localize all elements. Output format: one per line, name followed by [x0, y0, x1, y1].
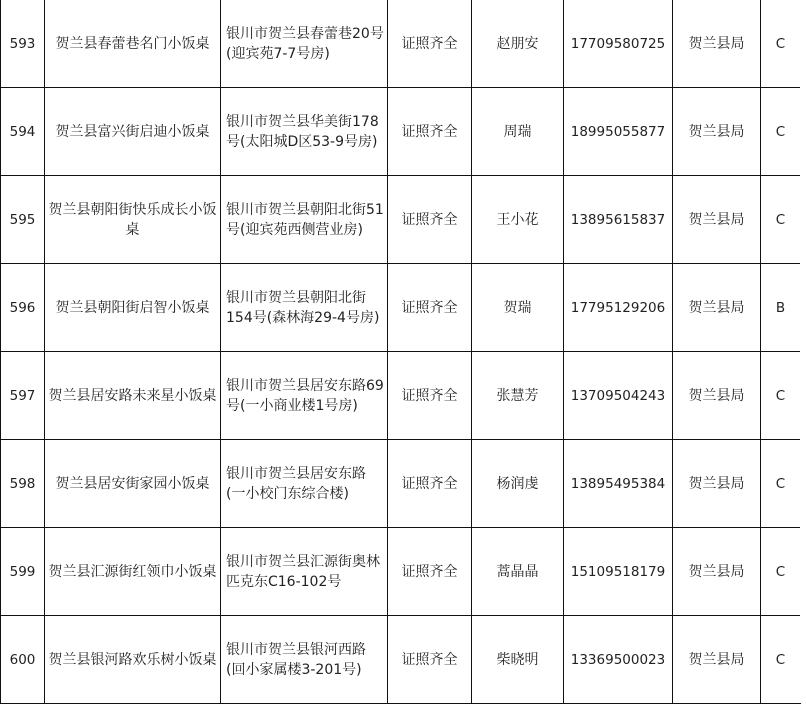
business-name: 贺兰县富兴街启迪小饭桌: [45, 88, 221, 176]
table-row: [1, 352, 801, 440]
page-margin: [800, 0, 806, 703]
phone-number: 17709580725: [564, 0, 673, 88]
license-status: 证照齐全: [388, 0, 472, 88]
supervising-office: 贺兰县局: [673, 88, 761, 176]
business-address: 银川市贺兰县华美街178号(太阳城D区53-9号房): [221, 88, 388, 176]
supervising-office: 贺兰县局: [673, 440, 761, 528]
row-index: 594: [1, 88, 45, 176]
row-index: 595: [1, 176, 45, 264]
phone-number: 15109518179: [564, 528, 673, 616]
table-row: [1, 0, 801, 88]
table-row: [1, 616, 801, 704]
row-index: 596: [1, 264, 45, 352]
registry-body: [1, 0, 801, 704]
rating-grade: C: [761, 176, 801, 264]
license-status: 证照齐全: [388, 528, 472, 616]
phone-number: 18995055877: [564, 88, 673, 176]
table-row: [1, 440, 801, 528]
row-index: 597: [1, 352, 45, 440]
business-address: 银川市贺兰县春蕾巷20号(迎宾苑7-7号房): [221, 0, 388, 88]
table-row: [1, 528, 801, 616]
responsible-person: 张慧芳: [472, 352, 564, 440]
responsible-person: 杨润虔: [472, 440, 564, 528]
business-address: 银川市贺兰县朝阳北街51号(迎宾苑西侧营业房): [221, 176, 388, 264]
license-status: 证照齐全: [388, 440, 472, 528]
license-status: 证照齐全: [388, 88, 472, 176]
business-address: 银川市贺兰县居安东路69号(一小商业楼1号房): [221, 352, 388, 440]
phone-number: 17795129206: [564, 264, 673, 352]
phone-number: 13709504243: [564, 352, 673, 440]
business-name: 贺兰县春蕾巷名门小饭桌: [45, 0, 221, 88]
phone-number: 13895495384: [564, 440, 673, 528]
business-address: 银川市贺兰县居安东路(一小校门东综合楼): [221, 440, 388, 528]
row-index: 600: [1, 616, 45, 704]
row-index: 598: [1, 440, 45, 528]
rating-grade: C: [761, 440, 801, 528]
responsible-person: 柴晓明: [472, 616, 564, 704]
phone-number: 13369500023: [564, 616, 673, 704]
business-name: 贺兰县朝阳街快乐成长小饭桌: [45, 176, 221, 264]
table-row: [1, 264, 801, 352]
license-status: 证照齐全: [388, 616, 472, 704]
business-address: 银川市贺兰县银河西路(回小家属楼3-201号): [221, 616, 388, 704]
responsible-person: 赵朋安: [472, 0, 564, 88]
supervising-office: 贺兰县局: [673, 176, 761, 264]
license-status: 证照齐全: [388, 176, 472, 264]
rating-grade: C: [761, 88, 801, 176]
license-status: 证照齐全: [388, 264, 472, 352]
business-name: 贺兰县汇源街红领巾小饭桌: [45, 528, 221, 616]
rating-grade: C: [761, 0, 801, 88]
phone-number: 13895615837: [564, 176, 673, 264]
row-index: 593: [1, 0, 45, 88]
table-row: [1, 88, 801, 176]
table-row: [1, 176, 801, 264]
business-name: 贺兰县银河路欢乐树小饭桌: [45, 616, 221, 704]
business-name: 贺兰县居安街家园小饭桌: [45, 440, 221, 528]
supervising-office: 贺兰县局: [673, 352, 761, 440]
supervising-office: 贺兰县局: [673, 264, 761, 352]
supervising-office: 贺兰县局: [673, 0, 761, 88]
responsible-person: 王小花: [472, 176, 564, 264]
business-name: 贺兰县朝阳街启智小饭桌: [45, 264, 221, 352]
rating-grade: B: [761, 264, 801, 352]
business-address: 银川市贺兰县朝阳北街154号(森林海29-4号房): [221, 264, 388, 352]
supervising-office: 贺兰县局: [673, 528, 761, 616]
responsible-person: 蒿晶晶: [472, 528, 564, 616]
responsible-person: 周瑞: [472, 88, 564, 176]
supervising-office: 贺兰县局: [673, 616, 761, 704]
business-address: 银川市贺兰县汇源街奥林匹克东C16-102号: [221, 528, 388, 616]
business-name: 贺兰县居安路未来星小饭桌: [45, 352, 221, 440]
rating-grade: C: [761, 616, 801, 704]
rating-grade: C: [761, 352, 801, 440]
responsible-person: 贺瑞: [472, 264, 564, 352]
rating-grade: C: [761, 528, 801, 616]
row-index: 599: [1, 528, 45, 616]
license-status: 证照齐全: [388, 352, 472, 440]
